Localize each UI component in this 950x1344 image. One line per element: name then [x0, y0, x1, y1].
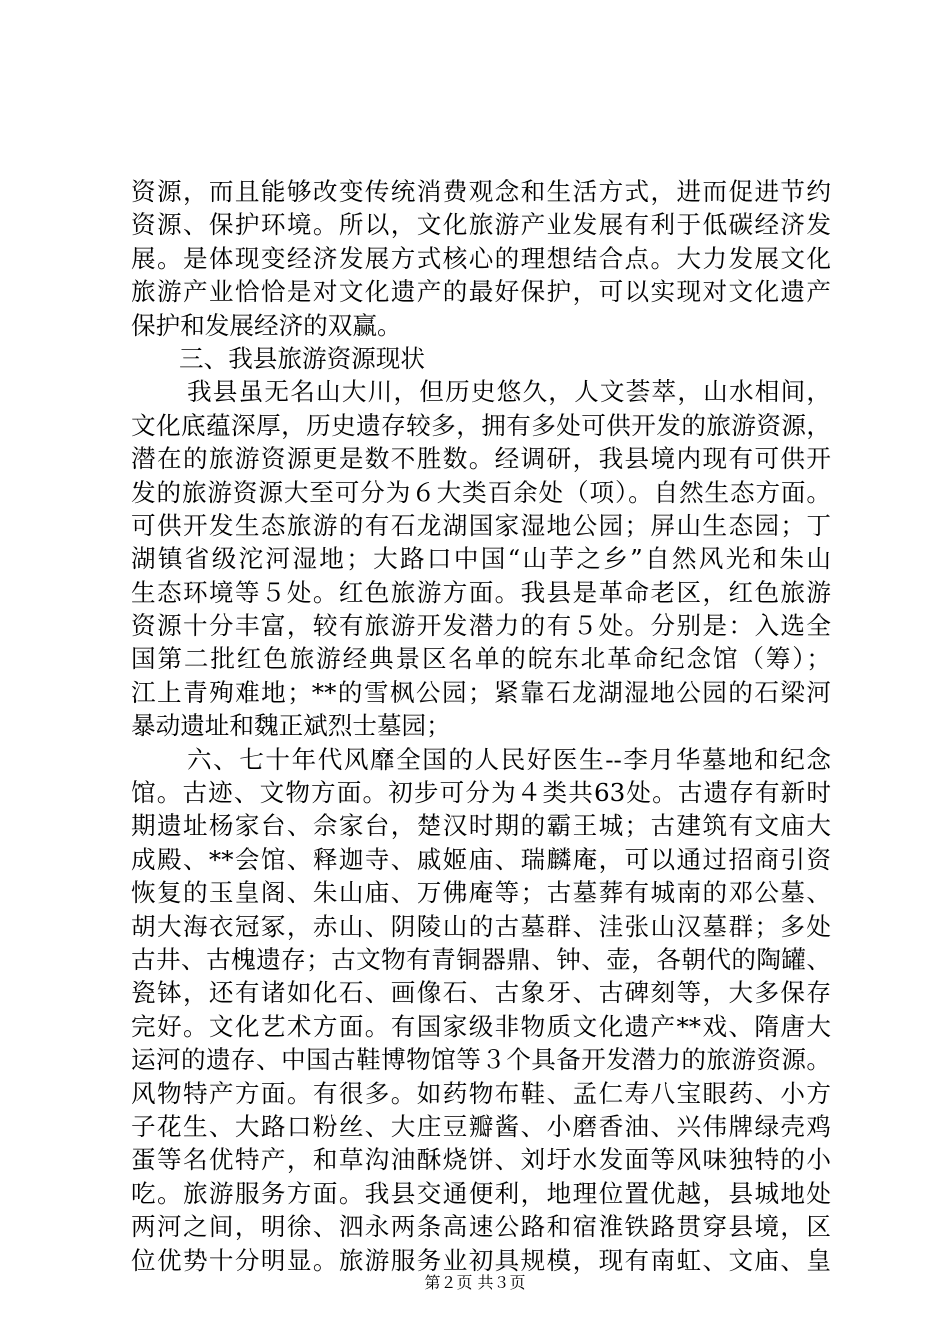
text-line: 文化底蕴深厚，历史遗存较多，拥有多处可供开发的旅游资源， — [131, 410, 831, 440]
text-line: 馆。古迹、文物方面。初步可分为４类共63处。古遗存有新时 — [131, 778, 831, 808]
text-line: 资源、保护环境。所以，文化旅游产业发展有利于低碳经济发 — [131, 210, 831, 240]
text-line: 完好。文化艺术方面。有国家级非物质文化遗产**戏、隋唐大 — [131, 1011, 831, 1041]
text-line: 古井、古槐遗存；古文物有青铜器鼎、钟、壶，各朝代的陶罐、 — [131, 944, 831, 974]
text-line: 可供开发生态旅游的有石龙湖国家湿地公园；屏山生态园；丁 — [131, 510, 831, 540]
text-line: 运河的遗存、中国古鞋博物馆等３个具备开发潜力的旅游资源。 — [131, 1045, 831, 1075]
text-line: 两河之间，明徐、泗永两条高速公路和宿淮铁路贯穿县境，区 — [131, 1212, 831, 1242]
text-line: 风物特产方面。有很多。如药物布鞋、孟仁寿八宝眼药、小方 — [131, 1078, 831, 1108]
body-text — [131, 175, 831, 1277]
text-line: 子花生、大路口粉丝、大庄豆瓣酱、小磨香油、兴伟牌绿壳鸡 — [131, 1111, 831, 1141]
text-line: 恢复的玉皇阁、朱山庙、万佛庵等；古墓葬有城南的邓公墓、 — [131, 878, 831, 908]
text-line: 旅游产业恰恰是对文化遗产的最好保护，可以实现对文化遗产 — [131, 277, 831, 307]
text-line: 发的旅游资源大至可分为６大类百余处（项）。自然生态方面。 — [131, 477, 831, 507]
text-line: 潜在的旅游资源更是数不胜数。经调研，我县境内现有可供开 — [131, 444, 831, 474]
text-line: 江上青殉难地；**的雪枫公园；紧靠石龙湖湿地公园的石梁河 — [131, 677, 831, 707]
text-line: 位优势十分明显。旅游服务业初具规模，现有南虹、文庙、皇 — [131, 1245, 831, 1275]
text-line: 瓷钵，还有诸如化石、画像石、古象牙、古碑刻等，大多保存 — [131, 978, 831, 1008]
text-line: 成殿、**会馆、释迦寺、戚姬庙、瑞麟庵，可以通过招商引资 — [131, 844, 831, 874]
text-line: 展。是体现变经济发展方式核心的理想结合点。大力发展文化 — [131, 243, 831, 273]
text-line: 六、七十年代风靡全国的人民好医生--李月华墓地和纪念 — [187, 744, 831, 774]
text-line: 胡大海衣冠冢，赤山、阴陵山的古墓群、洼张山汉墓群；多处 — [131, 911, 831, 941]
text-line: 湖镇省级沱河湿地；大路口中国“山芋之乡”自然风光和朱山 — [131, 544, 831, 574]
text-line: 生态环境等５处。红色旅游方面。我县是革命老区，红色旅游 — [131, 577, 831, 607]
text-line: 期遗址杨家台、佘家台，楚汉时期的霸王城；古建筑有文庙大 — [131, 811, 831, 841]
text-line: 国第二批红色旅游经典景区名单的皖东北革命纪念馆（筹）； — [131, 644, 831, 674]
text-line: 资源，而且能够改变传统消费观念和生活方式，进而促进节约 — [131, 177, 831, 206]
text-line: 暴动遗址和魏正斌烈士墓园； — [131, 711, 451, 741]
text-line: 三、我县旅游资源现状 — [179, 343, 425, 373]
text-line: 保护和发展经济的双赢。 — [131, 310, 402, 340]
page-footer: 第２页 共３页 — [424, 1273, 526, 1292]
text-line: 吃。旅游服务方面。我县交通便利，地理位置优越，县城地处 — [131, 1178, 831, 1208]
text-line: 资源十分丰富，较有旅游开发潜力的有５处。分别是：入选全 — [131, 611, 831, 641]
text-line: 我县虽无名山大川，但历史悠久，人文荟萃，山水相间， — [187, 377, 831, 407]
text-line: 蛋等名优特产，和草沟油酥烧饼、刘圩水发面等风味独特的小 — [131, 1145, 831, 1175]
